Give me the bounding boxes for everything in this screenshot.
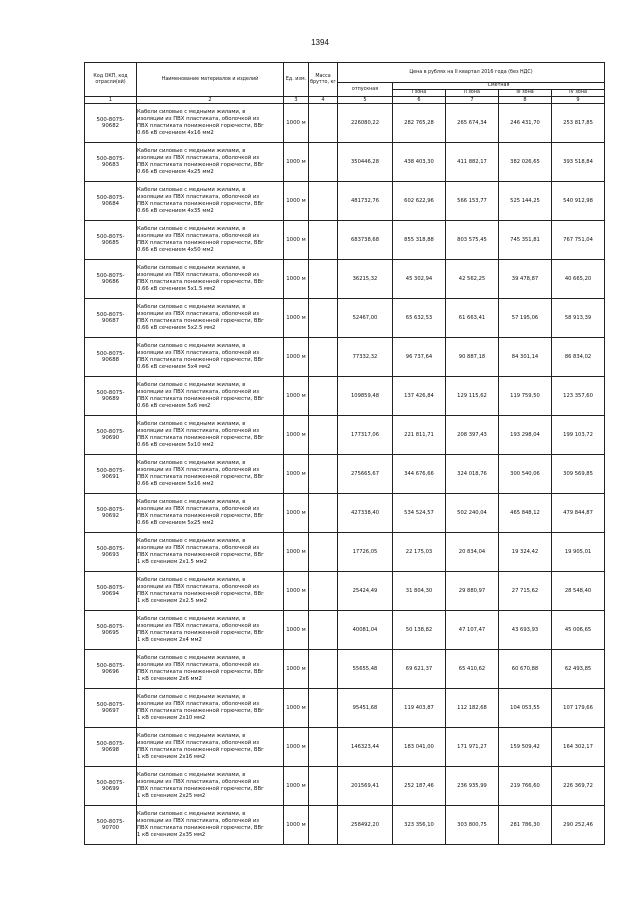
release-price-cell: 40081,04 xyxy=(338,611,393,650)
header-code: Код ОКП, код отрасли(ей) xyxy=(85,63,137,97)
release-price-cell: 36215,32 xyxy=(338,260,393,299)
zone3-price-cell: 57 195,06 xyxy=(499,299,552,338)
unit-cell: 1000 м xyxy=(284,728,309,767)
zone1-price-cell: 45 302,94 xyxy=(393,260,446,299)
zone2-price-cell: 129 115,62 xyxy=(446,377,499,416)
mass-cell xyxy=(309,104,338,143)
zone2-price-cell: 566 153,77 xyxy=(446,182,499,221)
table-row xyxy=(85,728,605,767)
release-price-cell: 17726,05 xyxy=(338,533,393,572)
zone2-price-cell: 42 562,25 xyxy=(446,260,499,299)
release-price-cell: 146323,44 xyxy=(338,728,393,767)
zone3-price-cell: 19 324,42 xyxy=(499,533,552,572)
header-name: Наименование материалов и изделий xyxy=(137,63,284,97)
product-code: 500-8075- 90693 xyxy=(85,533,137,572)
mass-cell xyxy=(309,377,338,416)
product-code: 500-8075- 90691 xyxy=(85,455,137,494)
release-price-cell: 258492,20 xyxy=(338,806,393,845)
product-name: Кабели силовые с медными жилами, в изоляции из ПВХ пластиката, оболочкой из ПВХ пластиката пониженной горючести, ВВг 1 кВ сечением 2х2.5 мм2 xyxy=(137,572,284,611)
unit-cell: 1000 м xyxy=(284,533,309,572)
zone2-price-cell: 65 410,62 xyxy=(446,650,499,689)
zone4-price-cell: 540 912,98 xyxy=(552,182,605,221)
product-name: Кабели силовые с медными жилами, в изоляции из ПВХ пластиката, оболочкой из ПВХ пластиката пониженной горючести, ВВг 1 кВ сечением 2х6 мм2 xyxy=(137,650,284,689)
product-code: 500-8075- 90688 xyxy=(85,338,137,377)
zone3-price-cell: 43 693,93 xyxy=(499,611,552,650)
mass-cell xyxy=(309,572,338,611)
zone4-price-cell: 199 103,72 xyxy=(552,416,605,455)
product-code: 500-8075- 90686 xyxy=(85,260,137,299)
product-name: Кабели силовые с медными жилами, в изоляции из ПВХ пластиката, оболочкой из ПВХ пластиката пониженной горючести, ВВг 0.66 кВ сечением 5х16 мм2 xyxy=(137,455,284,494)
zone2-price-cell: 236 935,99 xyxy=(446,767,499,806)
product-name: Кабели силовые с медными жилами, в изоляции из ПВХ пластиката, оболочкой из ПВХ пластиката пониженной горючести, ВВг 0.66 кВ сечением 4х25 мм2 xyxy=(137,143,284,182)
mass-cell xyxy=(309,455,338,494)
mass-cell xyxy=(309,728,338,767)
zone4-price-cell: 309 569,85 xyxy=(552,455,605,494)
column-number: 5 xyxy=(338,97,393,104)
product-name: Кабели силовые с медными жилами, в изоляции из ПВХ пластиката, оболочкой из ПВХ пластиката пониженной горючести, ВВг 1 кВ сечением 2х16 мм2 xyxy=(137,728,284,767)
zone2-price-cell: 61 663,41 xyxy=(446,299,499,338)
mass-cell xyxy=(309,533,338,572)
table-row xyxy=(85,104,605,143)
zone4-price-cell: 62 493,85 xyxy=(552,650,605,689)
mass-cell xyxy=(309,806,338,845)
unit-cell: 1000 м xyxy=(284,572,309,611)
unit-cell: 1000 м xyxy=(284,182,309,221)
header-zone2: II зона xyxy=(446,90,499,97)
zone1-price-cell: 31 804,30 xyxy=(393,572,446,611)
table-row xyxy=(85,416,605,455)
zone1-price-cell: 323 356,10 xyxy=(393,806,446,845)
unit-cell: 1000 м xyxy=(284,338,309,377)
unit-cell: 1000 м xyxy=(284,377,309,416)
table-row xyxy=(85,533,605,572)
release-price-cell: 201569,41 xyxy=(338,767,393,806)
product-name: Кабели силовые с медными жилами, в изоляции из ПВХ пластиката, оболочкой из ПВХ пластиката пониженной горючести, ВВг 1 кВ сечением 2х25 мм2 xyxy=(137,767,284,806)
product-code: 500-8075- 90685 xyxy=(85,221,137,260)
header-price-group: Цена в рублях на II квартал 2016 года (без НДС) xyxy=(338,63,605,83)
zone4-price-cell: 164 302,17 xyxy=(552,728,605,767)
release-price-cell: 95451,68 xyxy=(338,689,393,728)
release-price-cell: 25424,49 xyxy=(338,572,393,611)
product-code: 500-8075- 90690 xyxy=(85,416,137,455)
unit-cell: 1000 м xyxy=(284,104,309,143)
zone4-price-cell: 58 913,39 xyxy=(552,299,605,338)
zone4-price-cell: 290 252,46 xyxy=(552,806,605,845)
product-code: 500-8075- 90697 xyxy=(85,689,137,728)
zone4-price-cell: 19 905,01 xyxy=(552,533,605,572)
header-zone3: III зона xyxy=(499,90,552,97)
zone3-price-cell: 84 301,14 xyxy=(499,338,552,377)
zone3-price-cell: 60 670,88 xyxy=(499,650,552,689)
table-row xyxy=(85,767,605,806)
zone4-price-cell: 45 006,65 xyxy=(552,611,605,650)
header-zone4: IV зона xyxy=(552,90,605,97)
zone1-price-cell: 344 676,66 xyxy=(393,455,446,494)
product-code: 500-8075- 90682 xyxy=(85,104,137,143)
product-name: Кабели силовые с медными жилами, в изоляции из ПВХ пластиката, оболочкой из ПВХ пластиката пониженной горючести, ВВг 0.66 кВ сечением 4х50 мм2 xyxy=(137,221,284,260)
zone2-price-cell: 803 575,45 xyxy=(446,221,499,260)
release-price-cell: 52467,00 xyxy=(338,299,393,338)
mass-cell xyxy=(309,299,338,338)
table-row xyxy=(85,689,605,728)
zone1-price-cell: 221 811,71 xyxy=(393,416,446,455)
zone1-price-cell: 438 403,30 xyxy=(393,143,446,182)
product-code: 500-8075- 90699 xyxy=(85,767,137,806)
product-code: 500-8075- 90683 xyxy=(85,143,137,182)
zone2-price-cell: 20 834,04 xyxy=(446,533,499,572)
product-code: 500-8075- 90689 xyxy=(85,377,137,416)
zone3-price-cell: 465 848,12 xyxy=(499,494,552,533)
zone3-price-cell: 300 540,06 xyxy=(499,455,552,494)
table-row xyxy=(85,650,605,689)
zone1-price-cell: 96 737,64 xyxy=(393,338,446,377)
zone3-price-cell: 525 144,25 xyxy=(499,182,552,221)
zone4-price-cell: 40 665,20 xyxy=(552,260,605,299)
table-row xyxy=(85,572,605,611)
table-row xyxy=(85,455,605,494)
product-name: Кабели силовые с медными жилами, в изоляции из ПВХ пластиката, оболочкой из ПВХ пластиката пониженной горючести, ВВг 1 кВ сечением 2х1.5 мм2 xyxy=(137,533,284,572)
product-name: Кабели силовые с медными жилами, в изоляции из ПВХ пластиката, оболочкой из ПВХ пластиката пониженной горючести, ВВг 0.66 кВ сечением 5х10 мм2 xyxy=(137,416,284,455)
mass-cell xyxy=(309,611,338,650)
unit-cell: 1000 м xyxy=(284,611,309,650)
zone1-price-cell: 534 524,57 xyxy=(393,494,446,533)
product-name: Кабели силовые с медными жилами, в изоляции из ПВХ пластиката, оболочкой из ПВХ пластиката пониженной горючести, ВВг 0.66 кВ сечением 5х2.5 мм2 xyxy=(137,299,284,338)
mass-cell xyxy=(309,338,338,377)
table-row xyxy=(85,377,605,416)
zone2-price-cell: 502 240,04 xyxy=(446,494,499,533)
mass-cell xyxy=(309,143,338,182)
column-number: 6 xyxy=(393,97,446,104)
zone2-price-cell: 47 107,47 xyxy=(446,611,499,650)
zone1-price-cell: 602 622,96 xyxy=(393,182,446,221)
release-price-cell: 55655,48 xyxy=(338,650,393,689)
product-code: 500-8075- 90687 xyxy=(85,299,137,338)
zone1-price-cell: 50 138,82 xyxy=(393,611,446,650)
zone3-price-cell: 193 298,04 xyxy=(499,416,552,455)
unit-cell: 1000 м xyxy=(284,221,309,260)
column-number: 3 xyxy=(284,97,309,104)
release-price-cell: 226080,22 xyxy=(338,104,393,143)
column-number: 7 xyxy=(446,97,499,104)
unit-cell: 1000 м xyxy=(284,689,309,728)
zone1-price-cell: 119 403,87 xyxy=(393,689,446,728)
mass-cell xyxy=(309,416,338,455)
mass-cell xyxy=(309,767,338,806)
zone2-price-cell: 411 882,17 xyxy=(446,143,499,182)
unit-cell: 1000 м xyxy=(284,767,309,806)
zone3-price-cell: 104 053,55 xyxy=(499,689,552,728)
product-name: Кабели силовые с медными жилами, в изоляции из ПВХ пластиката, оболочкой из ПВХ пластиката пониженной горючести, ВВг 1 кВ сечением 2х35 мм2 xyxy=(137,806,284,845)
zone3-price-cell: 382 026,65 xyxy=(499,143,552,182)
zone4-price-cell: 28 548,40 xyxy=(552,572,605,611)
column-number: 4 xyxy=(309,97,338,104)
release-price-cell: 683738,68 xyxy=(338,221,393,260)
table-row xyxy=(85,221,605,260)
unit-cell: 1000 м xyxy=(284,650,309,689)
mass-cell xyxy=(309,182,338,221)
page-number: 1394 xyxy=(311,38,329,47)
product-code: 500-8075- 90692 xyxy=(85,494,137,533)
zone2-price-cell: 324 018,76 xyxy=(446,455,499,494)
unit-cell: 1000 м xyxy=(284,416,309,455)
zone4-price-cell: 767 751,04 xyxy=(552,221,605,260)
zone3-price-cell: 119 759,50 xyxy=(499,377,552,416)
table-body xyxy=(85,104,605,845)
unit-cell: 1000 м xyxy=(284,143,309,182)
product-name: Кабели силовые с медными жилами, в изоляции из ПВХ пластиката, оболочкой из ПВХ пластиката пониженной горючести, ВВг 0.66 кВ сечением 5х1.5 мм2 xyxy=(137,260,284,299)
product-name: Кабели силовые с медными жилами, в изоляции из ПВХ пластиката, оболочкой из ПВХ пластиката пониженной горючести, ВВг 0.66 кВ сечением 5х4 мм2 xyxy=(137,338,284,377)
product-name: Кабели силовые с медными жилами, в изоляции из ПВХ пластиката, оболочкой из ПВХ пластиката пониженной горючести, ВВг 0.66 кВ сечением 4х16 мм2 xyxy=(137,104,284,143)
zone3-price-cell: 159 509,42 xyxy=(499,728,552,767)
column-number-row xyxy=(85,97,605,104)
table-row xyxy=(85,260,605,299)
price-table xyxy=(84,62,605,845)
release-price-cell: 77332,32 xyxy=(338,338,393,377)
zone2-price-cell: 29 880,97 xyxy=(446,572,499,611)
unit-cell: 1000 м xyxy=(284,260,309,299)
column-number: 2 xyxy=(137,97,284,104)
zone4-price-cell: 479 844,87 xyxy=(552,494,605,533)
product-code: 500-8075- 90700 xyxy=(85,806,137,845)
column-number: 1 xyxy=(85,97,137,104)
zone2-price-cell: 90 887,18 xyxy=(446,338,499,377)
table-row xyxy=(85,806,605,845)
product-name: Кабели силовые с медными жилами, в изоляции из ПВХ пластиката, оболочкой из ПВХ пластиката пониженной горючести, ВВг 0.66 кВ сечением 5х6 мм2 xyxy=(137,377,284,416)
product-code: 500-8075- 90695 xyxy=(85,611,137,650)
zone4-price-cell: 393 518,84 xyxy=(552,143,605,182)
unit-cell: 1000 м xyxy=(284,299,309,338)
mass-cell xyxy=(309,494,338,533)
zone1-price-cell: 282 765,28 xyxy=(393,104,446,143)
release-price-cell: 350446,28 xyxy=(338,143,393,182)
zone4-price-cell: 123 357,60 xyxy=(552,377,605,416)
zone3-price-cell: 27 715,62 xyxy=(499,572,552,611)
table-row xyxy=(85,611,605,650)
zone4-price-cell: 253 817,85 xyxy=(552,104,605,143)
header-mass: Масса брутто, кг xyxy=(309,63,338,97)
zone1-price-cell: 65 632,53 xyxy=(393,299,446,338)
table-row xyxy=(85,182,605,221)
product-code: 500-8075- 90696 xyxy=(85,650,137,689)
product-name: Кабели силовые с медными жилами, в изоляции из ПВХ пластиката, оболочкой из ПВХ пластиката пониженной горючести, ВВг 0.66 кВ сечением 4х35 мм2 xyxy=(137,182,284,221)
zone2-price-cell: 303 800,75 xyxy=(446,806,499,845)
release-price-cell: 427338,40 xyxy=(338,494,393,533)
product-code: 500-8075- 90694 xyxy=(85,572,137,611)
zone1-price-cell: 137 426,84 xyxy=(393,377,446,416)
table-row xyxy=(85,338,605,377)
header-estimate: Сметная xyxy=(393,83,605,90)
zone1-price-cell: 855 318,88 xyxy=(393,221,446,260)
zone1-price-cell: 22 175,03 xyxy=(393,533,446,572)
zone3-price-cell: 39 478,87 xyxy=(499,260,552,299)
release-price-cell: 109859,48 xyxy=(338,377,393,416)
mass-cell xyxy=(309,260,338,299)
unit-cell: 1000 м xyxy=(284,455,309,494)
zone1-price-cell: 252 187,46 xyxy=(393,767,446,806)
zone3-price-cell: 219 766,60 xyxy=(499,767,552,806)
unit-cell: 1000 м xyxy=(284,806,309,845)
release-price-cell: 177317,06 xyxy=(338,416,393,455)
zone3-price-cell: 281 786,30 xyxy=(499,806,552,845)
product-code: 500-8075- 90684 xyxy=(85,182,137,221)
table-row xyxy=(85,143,605,182)
product-name: Кабели силовые с медными жилами, в изоляции из ПВХ пластиката, оболочкой из ПВХ пластиката пониженной горючести, ВВг 0.66 кВ сечением 5х25 мм2 xyxy=(137,494,284,533)
zone1-price-cell: 69 621,37 xyxy=(393,650,446,689)
header-zone1: I зона xyxy=(393,90,446,97)
product-name: Кабели силовые с медными жилами, в изоляции из ПВХ пластиката, оболочкой из ПВХ пластиката пониженной горючести, ВВг 1 кВ сечением 2х4 мм2 xyxy=(137,611,284,650)
zone1-price-cell: 183 041,00 xyxy=(393,728,446,767)
zone2-price-cell: 208 397,43 xyxy=(446,416,499,455)
mass-cell xyxy=(309,650,338,689)
table-row xyxy=(85,494,605,533)
header-unit: Ед. изм. xyxy=(284,63,309,97)
mass-cell xyxy=(309,221,338,260)
product-name: Кабели силовые с медными жилами, в изоляции из ПВХ пластиката, оболочкой из ПВХ пластиката пониженной горючести, ВВг 1 кВ сечением 2х10 мм2 xyxy=(137,689,284,728)
zone4-price-cell: 107 179,66 xyxy=(552,689,605,728)
mass-cell xyxy=(309,689,338,728)
product-code: 500-8075- 90698 xyxy=(85,728,137,767)
header-release: отпускная xyxy=(338,83,393,97)
zone2-price-cell: 112 182,68 xyxy=(446,689,499,728)
zone3-price-cell: 745 351,81 xyxy=(499,221,552,260)
column-number: 8 xyxy=(499,97,552,104)
zone2-price-cell: 171 971,27 xyxy=(446,728,499,767)
unit-cell: 1000 м xyxy=(284,494,309,533)
zone3-price-cell: 246 431,70 xyxy=(499,104,552,143)
column-number: 9 xyxy=(552,97,605,104)
zone4-price-cell: 226 369,72 xyxy=(552,767,605,806)
zone4-price-cell: 86 834,02 xyxy=(552,338,605,377)
release-price-cell: 481732,76 xyxy=(338,182,393,221)
table-row xyxy=(85,299,605,338)
zone2-price-cell: 265 674,34 xyxy=(446,104,499,143)
release-price-cell: 275665,67 xyxy=(338,455,393,494)
